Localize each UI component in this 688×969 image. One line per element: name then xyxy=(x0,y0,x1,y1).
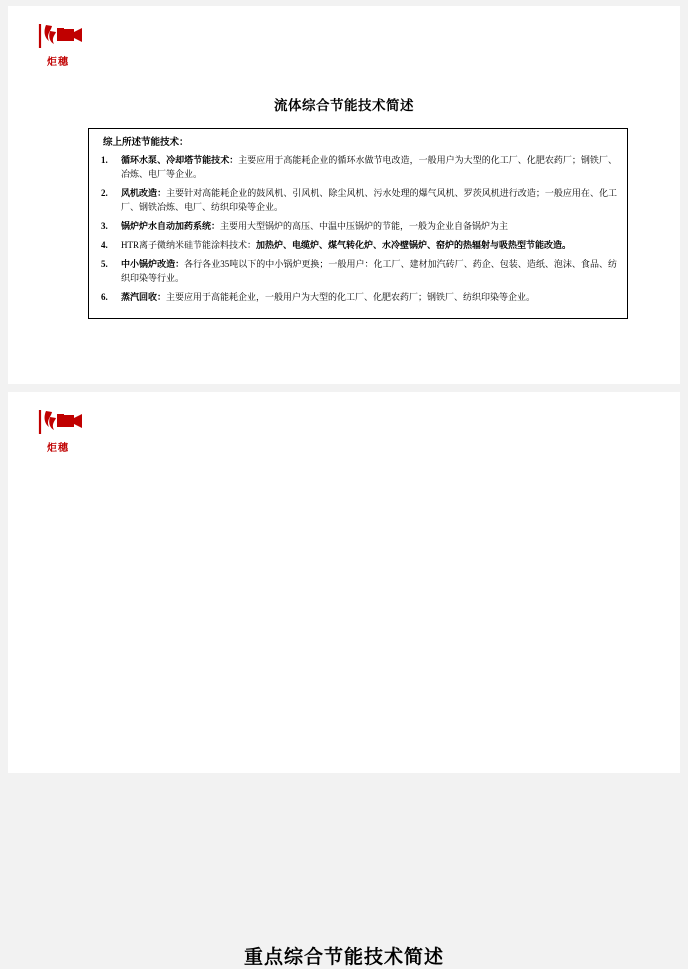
company-logo xyxy=(30,22,90,70)
list-item-lead: HTR离子微纳米硅节能涂料技术： xyxy=(121,239,257,250)
slide-1 xyxy=(8,6,680,384)
flame-logo-icon xyxy=(30,408,86,438)
page-title: 流体综合节能技术简述 xyxy=(274,98,414,113)
content-box xyxy=(88,128,628,319)
technology-list xyxy=(99,154,617,304)
box-heading: 综上所述节能技术： xyxy=(103,138,189,148)
list-item-lead: 中小锅炉改造： xyxy=(121,258,185,269)
list-item-body: 主要应用于高能耗企业，一般用户为大型的化工厂、化肥农药厂；钢铁厂、纺织印染等企业。 xyxy=(166,291,536,302)
list-item-body: 各行各业35吨以下的中小锅炉更换；一般用户：化工厂、建材加汽砖厂、药企、包装、造纸、泡沫、食品、纺织印染等行业。 xyxy=(121,258,617,283)
list-item-lead: 风机改造： xyxy=(121,188,167,199)
list-item xyxy=(99,291,617,305)
list-item-body: 主要用大型锅炉的高压、中温中压锅炉的节能，一般为企业自备锅炉为主 xyxy=(220,221,509,232)
list-item-lead: 蒸汽回收： xyxy=(121,291,167,302)
list-item-body: 主要针对高能耗企业的鼓风机、引风机、除尘风机、污水处理的爆气风机、罗茨风机进行改造；一般应用在、化工厂、钢铁冶炼、电厂、纺织印染等企业。 xyxy=(121,188,617,213)
slide-2 xyxy=(8,392,680,968)
list-number: 5. xyxy=(101,258,108,269)
list-number: 2. xyxy=(101,188,108,199)
list-item xyxy=(99,154,617,182)
flame-logo-icon xyxy=(30,22,86,52)
list-item xyxy=(99,220,617,234)
page-title: 重点综合节能技术简述 xyxy=(243,947,444,968)
list-item-lead: 循环水泵、冷却塔节能技术： xyxy=(121,155,239,166)
list-item-body: 主要应用于高能耗企业的循环水做节电改造，一般用户为大型的化工厂、化肥农药厂；钢铁厂、冶炼、电厂等企业。 xyxy=(121,155,617,180)
list-item xyxy=(99,258,617,286)
list-item xyxy=(99,187,617,215)
list-item-body: 加热炉、电缆炉、煤气转化炉、水冷壁锅炉、窑炉的热辐射与吸热型节能改造。 xyxy=(256,239,572,250)
list-item xyxy=(99,239,617,253)
logo-text: 炬穗 xyxy=(47,443,69,454)
list-item-lead: 锅炉炉水自动加药系统： xyxy=(121,221,221,232)
list-number: 3. xyxy=(101,221,108,232)
list-number: 6. xyxy=(101,291,108,302)
company-logo xyxy=(30,408,90,456)
logo-text: 炬穗 xyxy=(47,57,69,68)
list-number: 4. xyxy=(101,239,108,250)
list-number: 1. xyxy=(101,155,108,166)
